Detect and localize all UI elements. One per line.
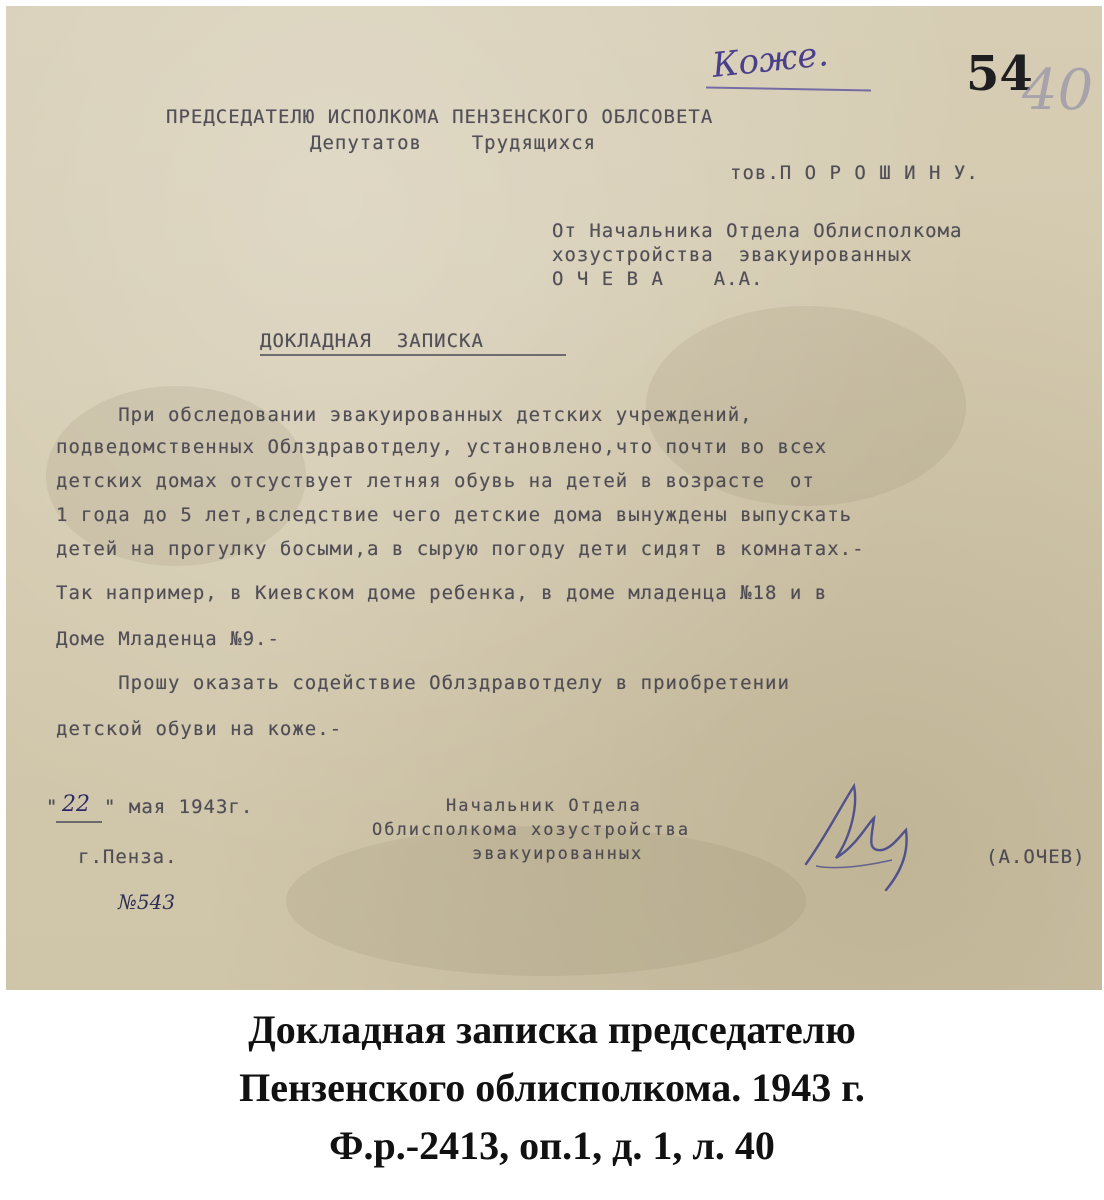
body-line: 1 года до 5 лет,вследствие чего детские дома вынуждены выпускать xyxy=(56,504,853,526)
document-title-underline xyxy=(260,354,566,356)
handwritten-resolution-note: Коже. xyxy=(710,34,831,86)
sender-line-3: О Ч Е В А А.А. xyxy=(552,268,764,290)
document-title: ДОКЛАДНАЯ ЗАПИСКА xyxy=(260,330,484,352)
sender-line-2: хозустройства эвакуированных xyxy=(552,244,913,266)
addressee-line-2: Депутатов Трудящихся xyxy=(310,132,597,154)
city: г.Пенза. xyxy=(78,846,178,868)
handwritten-note-underline xyxy=(706,87,871,92)
addressee-line-1: ПРЕДСЕДАТЕЛЮ ИСПОЛКОМА ПЕНЗЕНСКОГО ОБЛСОВЕТА xyxy=(166,106,714,128)
page-number-secondary: 40 xyxy=(1022,58,1094,123)
registration-number-handwritten: №543 xyxy=(118,890,176,914)
body-line: детей на прогулку босыми,а в сырую погоду дети сидят в комнатах.- xyxy=(56,538,865,560)
page-number-primary: 54 xyxy=(966,46,1033,102)
signer-line-3: эвакуированных xyxy=(472,844,644,864)
addressee-name: тов.П О Р О Ш И Н У. xyxy=(730,162,979,184)
body-line: Прошу оказать содействие Облздравотделу в приобретении xyxy=(56,672,790,694)
archival-document-scan xyxy=(6,6,1102,990)
date-day-handwritten: 22 xyxy=(62,792,90,817)
body-line: детской обуви на коже.- xyxy=(56,718,343,740)
signer-line-1: Начальник Отдела xyxy=(446,796,642,816)
caption-line-1: Докладная записка председателю xyxy=(248,1007,856,1052)
signer-line-2: Облисполкома хозустройства xyxy=(372,820,691,840)
sender-line-1: От Начальника Отдела Облисполкома xyxy=(552,220,963,242)
handwritten-signature xyxy=(796,766,936,906)
caption-line-3: Ф.р.-2413, оп.1, д. 1, л. 40 xyxy=(329,1123,775,1168)
body-line: Доме Младенца №9.- xyxy=(56,628,280,650)
date-month-year: " мая 1943г. xyxy=(104,796,254,818)
date-day-underline xyxy=(56,821,102,823)
caption-line-2: Пензенского облисполкома. 1943 г. xyxy=(239,1065,865,1110)
date-quote-open: " xyxy=(46,796,59,818)
body-line: При обследовании эвакуированных детских учреждений, xyxy=(56,404,753,426)
body-line: подведомственных Облздравотделу, установлено,что почти во всех xyxy=(56,436,828,458)
body-line: Так например, в Киевском доме ребенка, в доме младенца №18 и в xyxy=(56,582,828,604)
body-line: детских домах отсуствует летняя обувь на детей в возрасте от xyxy=(56,470,815,492)
signer-name: (А.ОЧЕВ) xyxy=(986,846,1086,868)
